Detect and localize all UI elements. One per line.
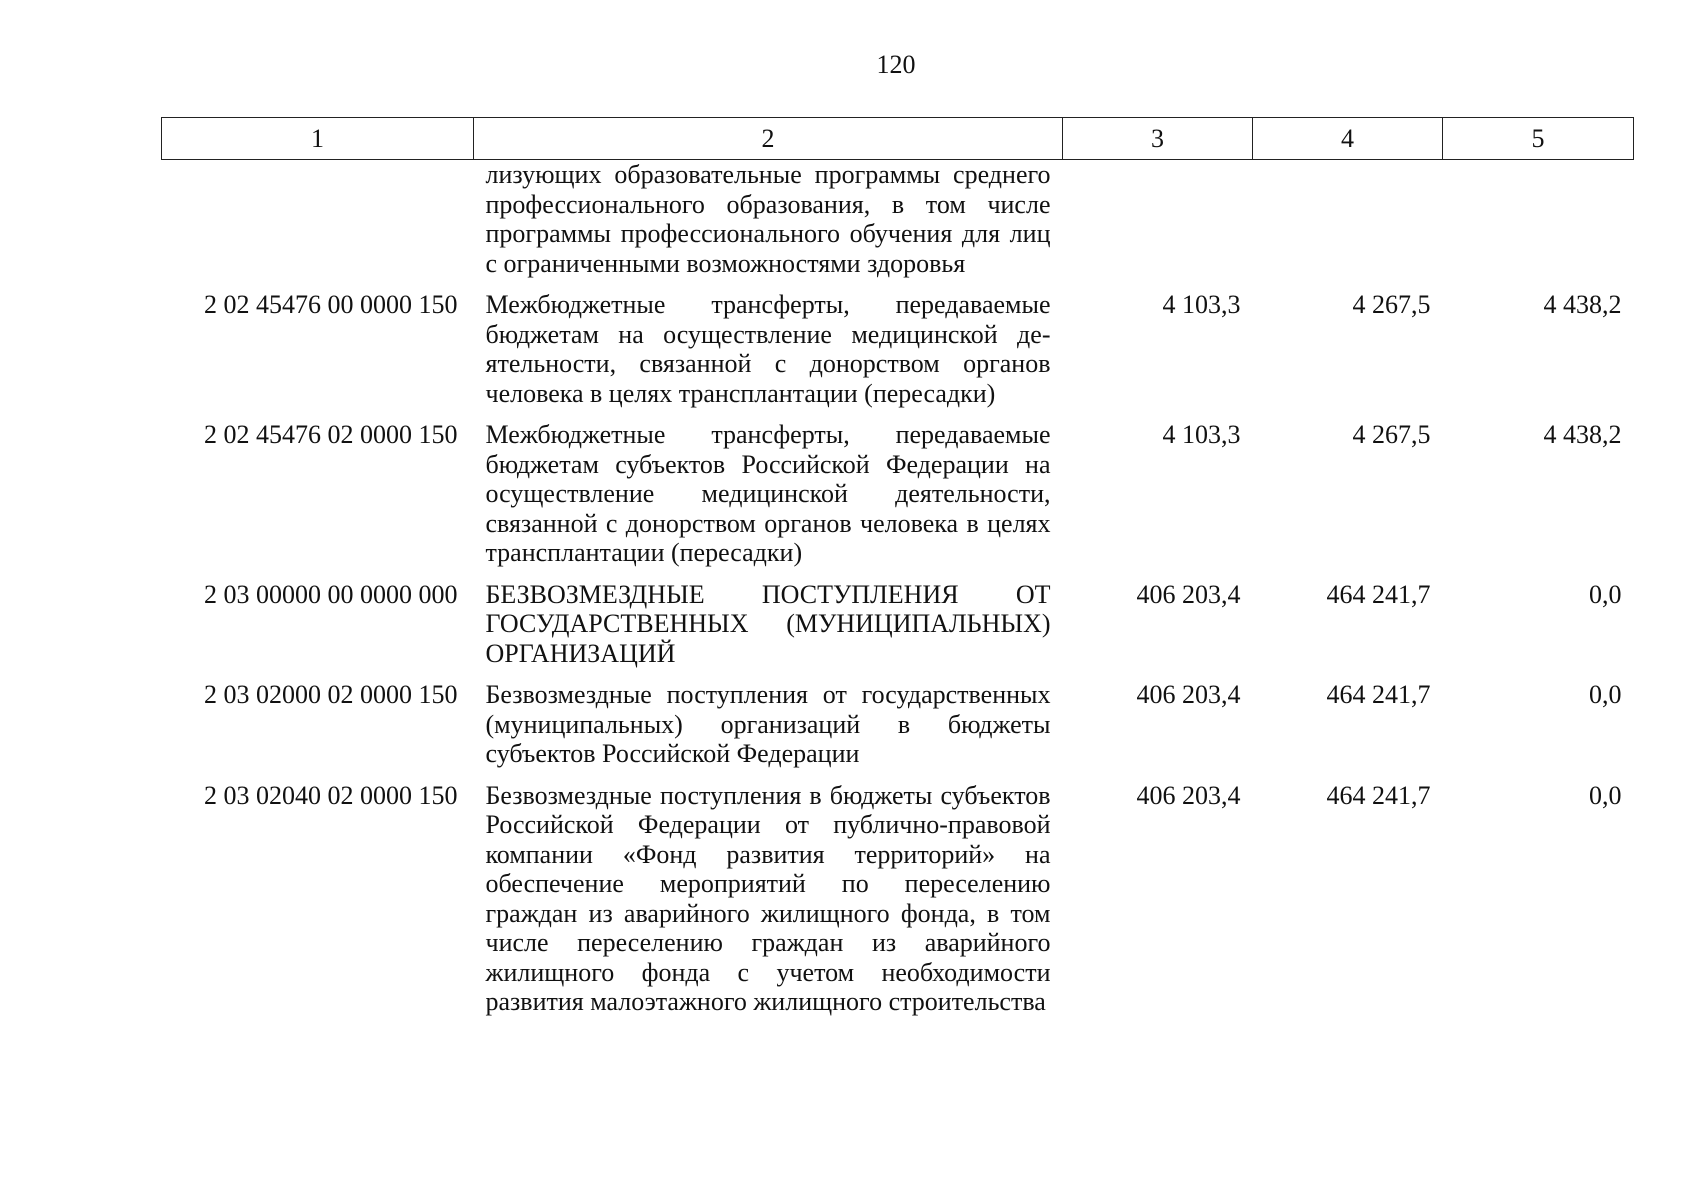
row-code: 2 03 00000 00 0000 000	[204, 579, 458, 609]
row-code: 2 02 45476 02 0000 150	[204, 420, 458, 449]
budget-table	[161, 117, 1634, 1029]
row-value-col4: 4 267,5	[1352, 290, 1431, 319]
header-row	[162, 118, 1634, 160]
row-code: 2 03 02000 02 0000 150	[204, 680, 458, 709]
table-body	[162, 160, 1634, 1029]
row-value-col4: 464 241,7	[1326, 579, 1431, 609]
table-row	[162, 781, 1634, 1029]
row-value-col5: 4 438,2	[1543, 290, 1622, 319]
table-row	[162, 290, 1634, 420]
row-code: 2 03 02040 02 0000 150	[204, 780, 458, 810]
row-description: Межбюджетные трансферты, передаваемые бюджетам на осуществление медицинской деятельности, связанной с донорством органов человека в целях трансплантации (пересадки)	[485, 290, 1051, 408]
row-code: 2 02 45476 00 0000 150	[204, 290, 458, 319]
column-header-5: 5	[1443, 118, 1634, 160]
table-row	[162, 160, 1634, 291]
row-value-col4: 464 241,7	[1326, 780, 1431, 810]
table-header	[162, 118, 1634, 160]
page-number: 120	[876, 50, 916, 79]
column-header-3: 3	[1063, 118, 1253, 160]
row-description: БЕЗВОЗМЕЗДНЫЕ ПОСТУПЛЕНИЯ ОТ ГОСУДАРСТВЕННЫХ (МУНИЦИПАЛЬНЫХ) ОРГАНИЗАЦИЙ	[485, 579, 1051, 668]
row-value-col3	[1063, 160, 1253, 291]
table-row	[162, 680, 1634, 781]
row-value-col5: 0,0	[1589, 579, 1622, 609]
row-value-col3: 406 203,4	[1136, 780, 1241, 810]
row-description: Межбюджетные трансферты, передаваемые бюджетам субъектов Российской Федерации на осуществление медицинской деятельности, связанной с донорством органов человека в целях трансплантации (пересадки)	[485, 420, 1051, 567]
row-value-col3: 4 103,3	[1162, 290, 1241, 319]
row-description: Безвозмездные поступления в бюджеты субъектов Российской Федерации от публично-правовой компании «Фонд развития территорий» на обеспечение мероприятий по переселению граждан из аварийного жилищного фонда, в том числе переселению граждан из аварийного жилищного фонда с учетом необходимости развития малоэтажного жилищного строительства	[485, 780, 1051, 1016]
row-value-col4	[1253, 160, 1443, 291]
row-value-col5	[1443, 160, 1634, 291]
column-header-1: 1	[162, 118, 474, 160]
row-description: лизующих образовательные программы среднего профессионального образования, в том числе программы профессионального обучения для лиц с ограниченными возможностями здоровья	[485, 160, 1051, 278]
row-value-col5: 0,0	[1589, 780, 1622, 810]
column-header-4: 4	[1253, 118, 1443, 160]
row-value-col5: 0,0	[1589, 680, 1622, 709]
row-description: Безвозмездные поступления от государственных (муниципальных) организаций в бюджеты субъектов Российской Федерации	[485, 680, 1051, 768]
row-value-col3: 406 203,4	[1136, 579, 1241, 609]
table-row	[162, 420, 1634, 580]
row-value-col4: 4 267,5	[1352, 420, 1431, 449]
row-value-col4: 464 241,7	[1326, 680, 1431, 709]
row-value-col3: 406 203,4	[1136, 680, 1241, 709]
row-value-col3: 4 103,3	[1162, 420, 1241, 449]
column-header-2: 2	[474, 118, 1063, 160]
row-value-col5: 4 438,2	[1543, 420, 1622, 449]
table-row	[162, 580, 1634, 681]
row-code	[162, 160, 474, 291]
